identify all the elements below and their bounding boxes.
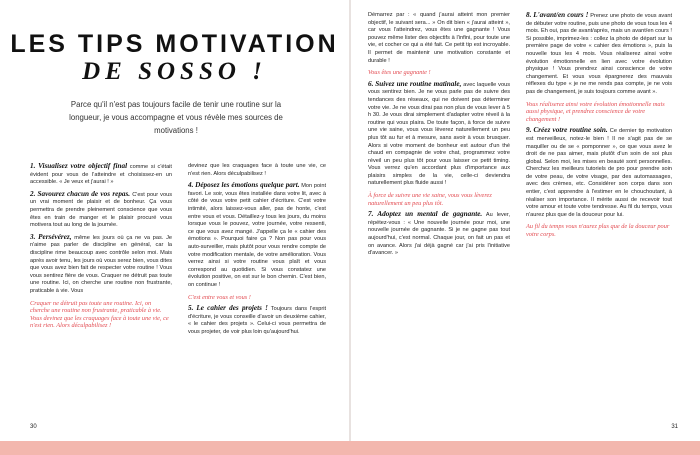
- tip-1-heading: Visualisez votre objectif final: [38, 162, 128, 170]
- tip-6: 6. Suivez une routine matinale, avec laquelle vous vous sentirez bien. Je ne vous parle pas de suivre des tendances des réseaux, qui ne doivent pas déterminer votre vie. Je ne vous dirai pas non plus de vous lever à 5 h 30. Je vous dirai simplement d'adapter votre réveil à la routine qui vous plaira. De toute façon, à force de suivre une vie saine, vous vous lèverez naturellement un peu plus tôt au fur et à mesure, sans avoir à vous brusquer. Alors si votre moment de bonheur est autour d'un thé chaud en compagnie de votre chat, programmez votre réveil un peu plus tôt pour vous laisser ce petit timing. Vous verrez qu'en accordant plus d'importance aux plaisirs simples de la vie, celle-ci deviendra naturellement plus fluide aussi !: [368, 79, 510, 187]
- page-subtitle: DE SOSSO !: [82, 58, 267, 85]
- intro-text: Parce qu'il n'est pas toujours facile de tenir une routine sur la longueur, je vous accompagne et vous révèle mes sources de motivations !: [69, 100, 283, 135]
- tip-7-body: Au lever, répétez-vous : « Une nouvelle journée pour moi, une nouvelle journée de gagnante. Si je ne gagne pas tout aujourd'hui, c'est normal. Chaque jour, on fait un pas et on avance. Alors j'ai déjà gagné car j'ai pris l'initiative d'avancer. »: [368, 212, 511, 257]
- tip-3-body: même les jours où ça ne va pas. Je n'aime pas parler de discipline en général, car la discipline rime beaucoup avec contrôle selon moi. Mais après avoir tenu, les jours où vous serez bien, vous dites que vous avez bien fait de respecter votre routine ! Vous vous sentirez fière de vous. Craquer ne détruit pas toute une routine. Ici, on cherche une routine non frustrante, praticable à vie. Vous: [30, 234, 172, 294]
- tip-5: 5. Le cahier des projets ! Toujours dans l'esprit d'écriture, je vous conseille d'avoir un deuxième cahier, « le cahier des projets ». Celui-ci vous permettra de vous projeter, de voir plus loin qu'aujourd'hui.: [188, 304, 326, 335]
- pull-quote: À force de suivre une vie saine, vous vous lèverez naturellement un peu plus tôt.: [368, 192, 492, 207]
- left-column-1: [30, 163, 172, 334]
- tip-6-body: avec laquelle vous vous sentirez bien. Je ne vous parle pas de suivre des tendances des réseaux, qui ne doivent pas déterminer votre vie. Je ne vous dirai pas non plus de vous lever à 5 h 30. Je vous dirai simplement d'adapter votre réveil à la routine qui vous plaira. De toute façon, à force de suivre une vie saine, vous vous lèverez naturellement un peu plus tôt au fur et à mesure, sans avoir à vous brusquer. Alors si votre moment de bonheur est autour d'un thé chaud en compagnie de votre chat, programmez votre réveil un peu plus tôt pour vous laisser ce petit timing. Vous verrez qu'en accordant plus d'importance aux plaisirs simples de la vie, celle-ci deviendra naturellement plus fluide aussi !: [368, 81, 510, 187]
- tip-8-body: Prenez une photo de vous avant de débuter votre routine, puis une photo de vous tous les 4 mois. Eh oui, pas de avant/après, mais un avant/en cours ! Si possible, imprimez-les : collez la photo de départ sur la première page de votre « cahier des émotions », puis la nouvelle tous les 4 mois. Vous réaliserez ainsi votre évolution émotionnelle en lien avec votre évolution physique ! Vous prendrez ainsi conscience de votre changement. Et vous vous épargnerez des mauvais réflexes du type « je ne me rends pas compte, je ne vois pas de changement, je suis toujours comme avant ».: [526, 13, 672, 95]
- tip-5-continued: Démarrez par : « quand j'aurai atteint mon premier objectif, le suivant sera... » On dit bien « j'aurai atteint », car vous l'atteindrez, vous êtes une gagnante ! Vous pouvez même lister des objectifs à l'infini, pour toute une vie, et cocher ce qui a été fait. Ce petit tip est incroyable. Il permet de maintenir une motivation constante et durable !: [368, 12, 510, 64]
- tip-3-heading: Persévérez,: [38, 232, 72, 241]
- pull-quote: Craquer ne détruit pas toute une routine. Ici, on cherche une routine non frustrante, praticable à vie. Vous devinez que les craquages face à toute une vie, ce n'est rien. Alors déculpabilisez !: [30, 299, 169, 330]
- tip-4-body: Mon point favori. Le soir, vous êtes installée dans votre lit, avec à côté de vous votre petit cahier d'écriture. C'est votre intimité, alors laissez-vous aller, pas de honte, c'est entre vous et vous. Détaillez-y tous les jours, du moins lorsque vous le pouvez, votre journée, votre ressenti, ce que vous avez mangé. J'appelle ça le « cahier des émotions ». Pourquoi faire ça ? Non pas pour vous auto-surveiller, mais plutôt pour vous rendre compte de votre modification mentale, de votre amélioration. Vous verrez ainsi si votre routine vous plaît et vous correspond au quotidien. Si vous constatez une évolution positive, on est sur le bon chemin. C'est bien, on continue !: [188, 183, 326, 288]
- left-page: [0, 0, 349, 441]
- tip-3: 3. Persévérez, même les jours où ça ne va pas. Je n'aime pas parler de discipline en général, car la discipline rime beaucoup avec contrôle selon moi. Mais après avoir tenu, les jours où vous serez bien, vous dites que vous avez bien fait de respecter votre routine ! Vous vous sentirez fière de vous. Craquer ne détruit pas toute une routine. Ici, on cherche une routine non frustrante, praticable à vie. Vous: [30, 232, 172, 294]
- left-column-2: [188, 163, 326, 340]
- right-page: [351, 0, 700, 441]
- page-number: 31: [671, 424, 678, 430]
- tip-7-heading: Adoptez un mental de gagnante.: [377, 210, 483, 219]
- tip-4: 4. Déposez les émotions quelque part. Mon point favori. Le soir, vous êtes installée dans votre lit, avec à côté de vous votre petit cahier d'écriture. C'est votre intimité, alors laissez-vous aller, pas de honte, c'est entre vous et vous. Détaillez-y tous les jours, du moins lorsque vous le pouvez, votre journée, votre ressenti, ce que vous avez mangé. J'appelle ça le « cahier des émotions ». Pourquoi faire ça ? Non pas pour vous auto-surveiller, mais plutôt pour vous rendre compte de votre modification mentale, de votre amélioration. Vous verrez ainsi si votre routine vous plaît et vous correspond au quotidien. Si vous constatez une évolution positive, on est sur le bon chemin. C'est bien, on continue !: [188, 181, 326, 288]
- tip-8: 8. L'avant/en cours ! Prenez une photo de vous avant de débuter votre routine, puis une photo de vous tous les 4 mois. Eh oui, pas de avant/après, mais un avant/en cours ! Si possible, imprimez-les : collez la photo de départ sur la première page de votre « cahier des émotions », puis la nouvelle tous les 4 mois. Vous réaliserez ainsi votre évolution émotionnelle en lien avec votre évolution physique ! Vous prendrez ainsi conscience de votre changement. Et vous vous épargnerez des mauvais réflexes du type « je ne me rends pas compte, je ne vois pas de changement, je suis toujours comme avant ».: [526, 11, 672, 95]
- right-column-1: [368, 12, 510, 262]
- page-number: 30: [30, 424, 37, 430]
- tip-5-heading: Le cahier des projets !: [196, 304, 268, 313]
- tip-5-body: Toujours dans l'esprit d'écriture, je vous conseille d'avoir un deuxième cahier, « le cahier des projets ». Celui-ci vous permettra de vous projeter, de voir plus loin qu'aujourd'hui.: [188, 306, 326, 335]
- tip-4-heading: Déposez les émotions quelque part.: [195, 181, 300, 190]
- tip-1: 1. Visualisez votre objectif final comme si c'était évident pour vous de l'atteindre et choisissez-en un accessible. « Je veux et j'aurai ! »: [30, 162, 172, 186]
- tip-9-heading: Créez votre routine soin.: [533, 126, 608, 135]
- tip-1-body: comme si c'était évident pour vous de l'atteindre et choisissez-en un accessible. « Je veux et j'aurai ! »: [30, 164, 172, 186]
- pull-quote: C'est entre vous et vous !: [188, 293, 251, 301]
- tip-3-continued: devinez que les craquages face à toute une vie, ce n'est rien. Alors déculpabilisez !: [188, 163, 326, 177]
- tip-7: 7. Adoptez un mental de gagnante. Au lever, répétez-vous : « Une nouvelle journée pour moi, une nouvelle journée de gagnante. Si je ne gagne pas tout aujourd'hui, c'est normal. Chaque jour, on fait un pas et on avance. Alors j'ai déjà gagné car j'ai pris l'initiative d'avancer. »: [368, 210, 511, 257]
- page-title: LES TIPS MOTIVATION: [10, 30, 339, 58]
- pull-quote: Vous êtes une gagnante !: [368, 69, 431, 77]
- tip-2: 2. Savourez chacun de vos repas. C'est pour vous un vrai moment de plaisir et de bonheur. Ça vous permettra de prendre pleinement conscience que vous êtes en train de manger et le plaisir procuré vous motivera tout au long de la journée.: [30, 189, 172, 229]
- tip-8-heading: L'avant/en cours !: [533, 11, 589, 19]
- tip-9: 9. Créez votre routine soin. Ce dernier tip motivation est merveilleux, notez-le bien ! Il ne s'agit pas de se maquiller ou de se « pomponner », ce que vous avez le droit de ne pas aimer, mais plutôt d'un soin de soi plus global. Selon moi, les mises en beauté sont personnelles. Cherchez les meilleurs tutoriels de pro pour prendre soin de votre peau, de votre visage, par des automassages, avec des crèmes, etc. Considérer son corps dans son entier, c'est apprendre à l'estimer en le chouchoutant, à réaliser son importance. Il mérite aussi de recevoir tout votre amour et toute votre tendresse. Au fil du temps, vous n'aurez plus que de la douceur pour lui.: [526, 126, 672, 218]
- tip-6-heading: Suivez une routine matinale,: [375, 79, 462, 88]
- pull-quote: Vous réaliserez ainsi votre évolution émotionnelle mais aussi physique, et prendrez conscience de votre changement !: [526, 100, 665, 123]
- right-column-2: [526, 12, 672, 243]
- tip-2-body: C'est pour vous un vrai moment de plaisir et de bonheur. Ça vous permettra de prendre pleinement conscience que vous êtes en train de manger et le plaisir procuré vous motivera tout au long de la journée.: [30, 191, 172, 229]
- tip-9-body: Ce dernier tip motivation est merveilleux, notez-le bien ! Il ne s'agit pas de se maquiller ou de se « pomponner », ce que vous avez le droit de ne pas aimer, mais plutôt d'un soin de soi plus global. Selon moi, les mises en beauté sont personnelles. Cherchez les meilleurs tutoriels de pro pour prendre soin de votre peau, de votre visage, par des automassages, avec des crèmes, etc. Considérer son corps dans son entier, c'est apprendre à l'estimer en le chouchoutant, à réaliser son importance. Il mérite aussi de recevoir tout votre amour et toute votre tendresse. Au fil du temps, vous n'aurez plus que de la douceur pour lui.: [526, 128, 672, 218]
- pull-quote: Au fil du temps vous n'aurez plus que de la douceur pour votre corps.: [526, 223, 670, 239]
- tip-2-heading: Savourez chacun de vos repas.: [37, 189, 131, 198]
